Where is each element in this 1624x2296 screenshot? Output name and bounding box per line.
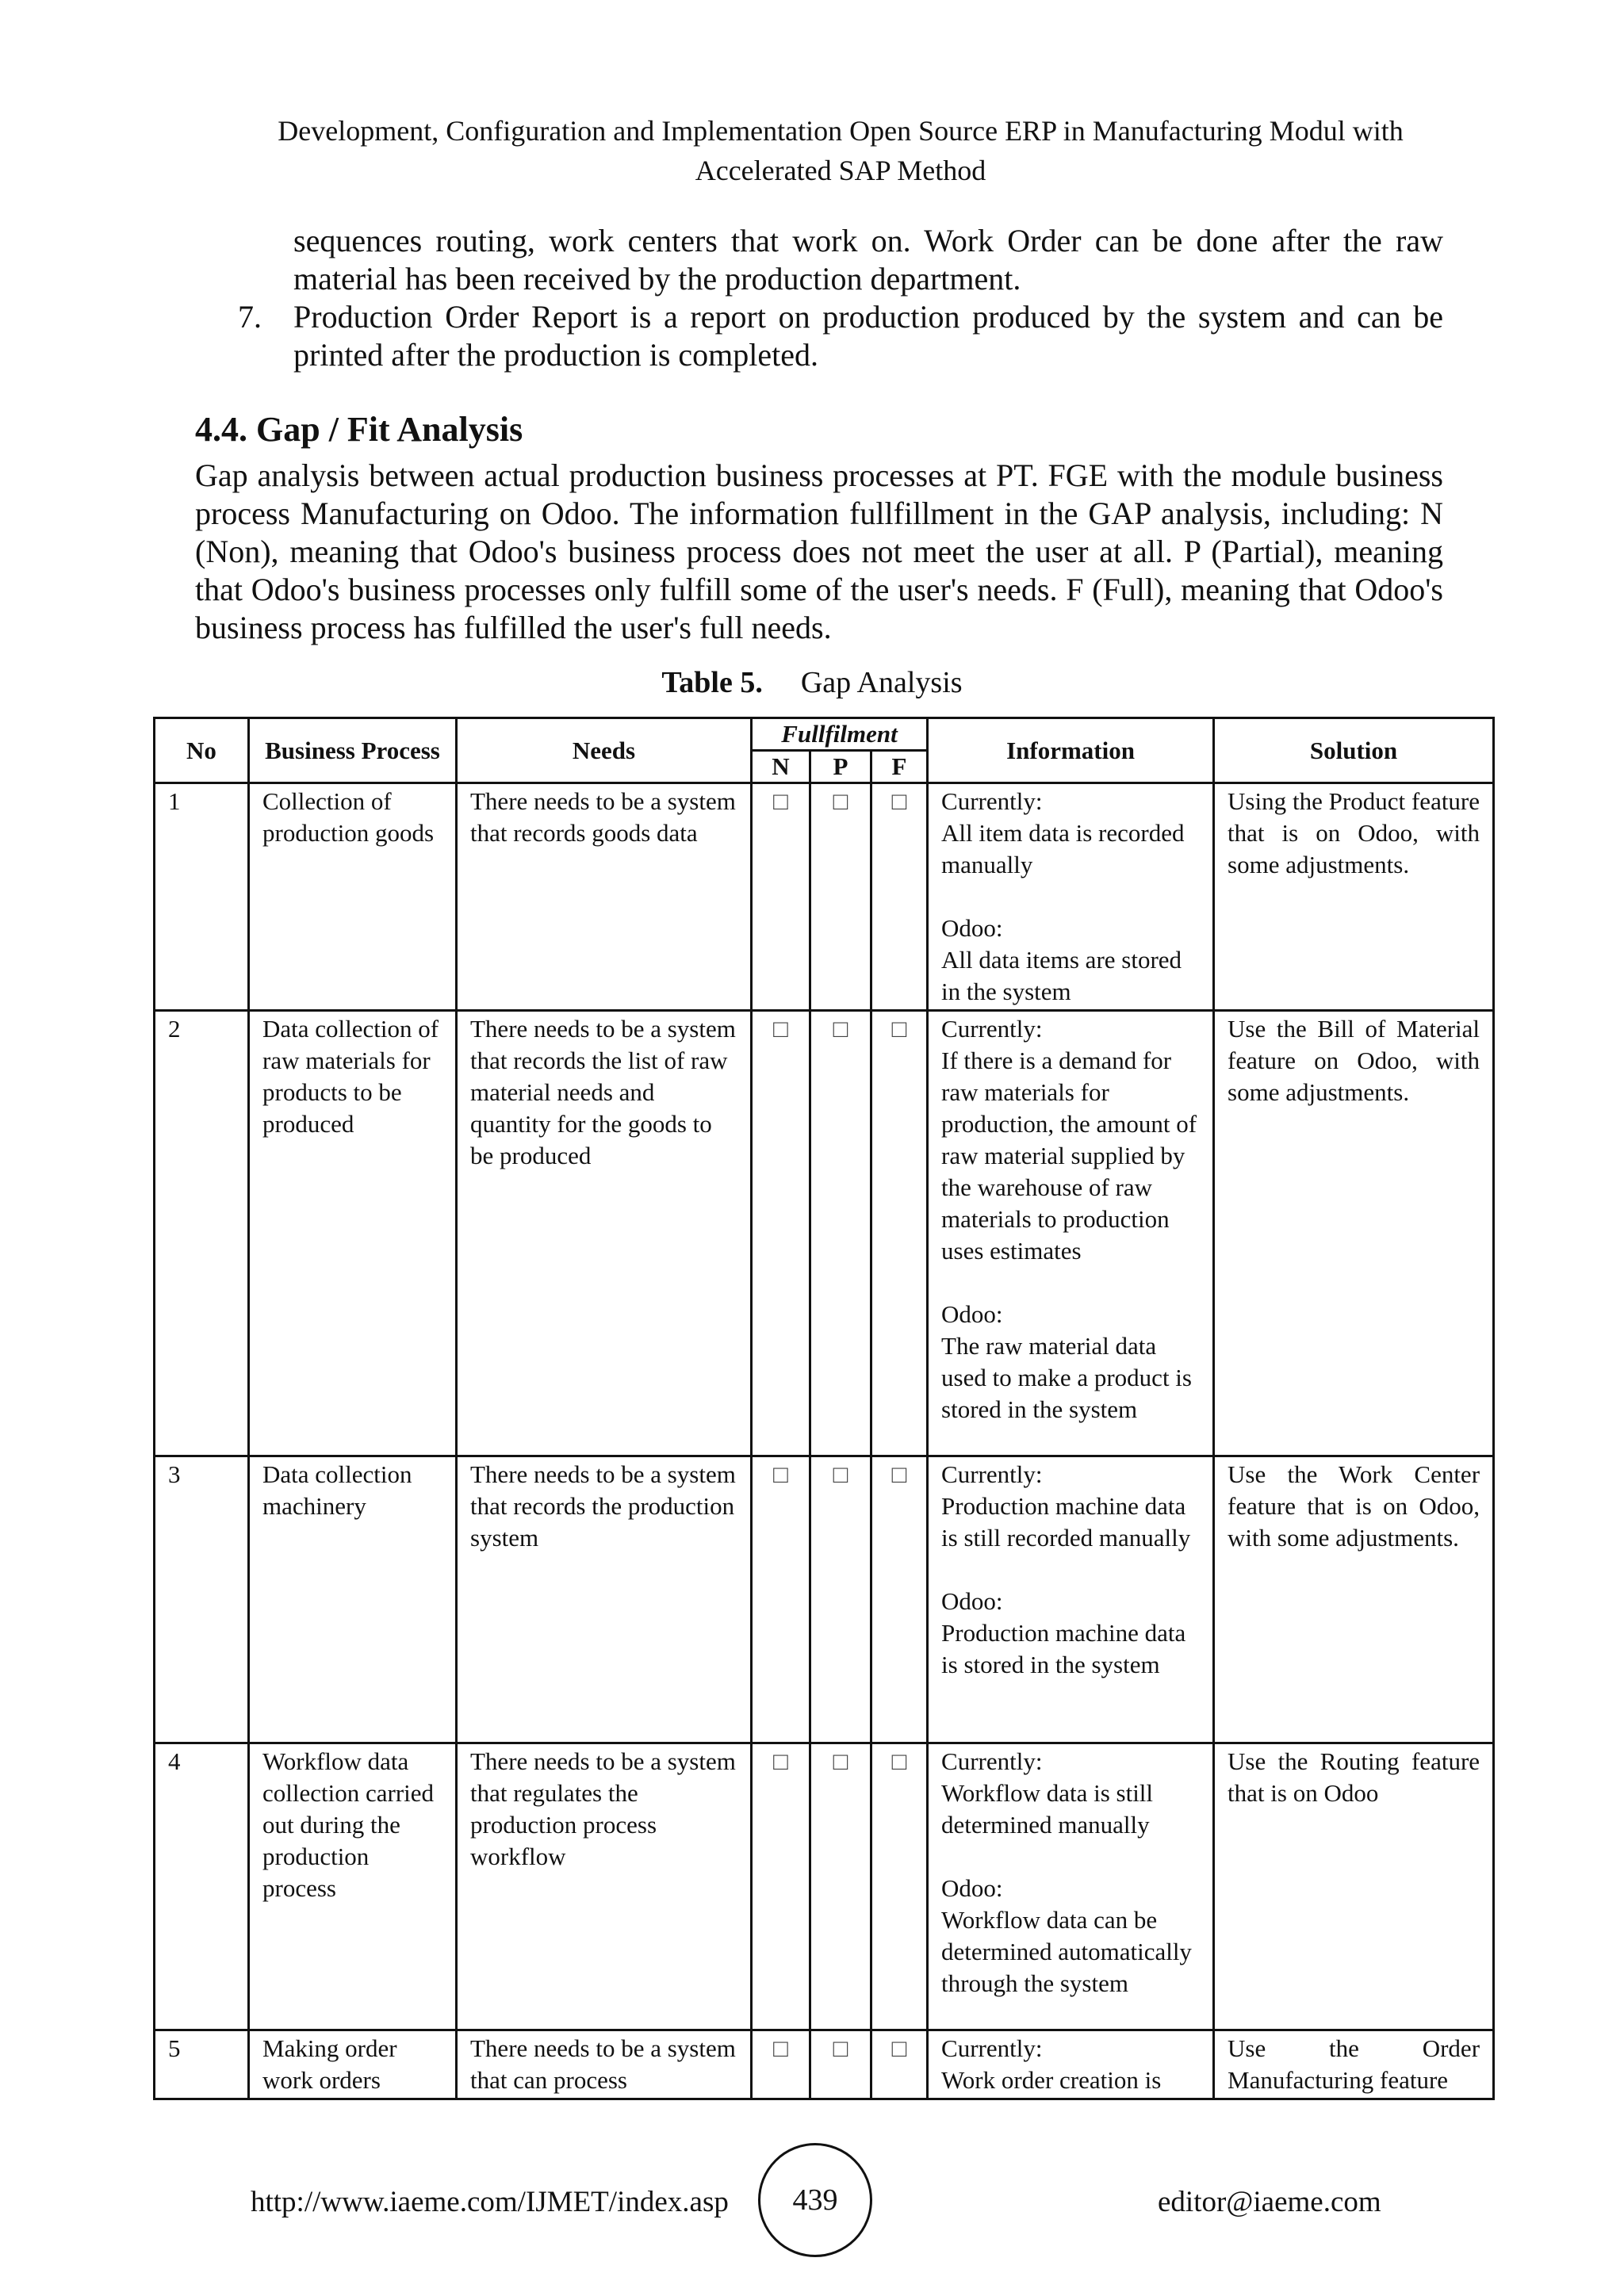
table-caption	[0, 663, 1624, 702]
cell-business-process: Collection of production goods	[249, 783, 457, 1011]
checkbox-n: □	[752, 1743, 810, 2030]
cell-needs: There needs to be a system that records the production system	[457, 1456, 752, 1743]
info-odoo-text: All data items are stored in the system	[941, 946, 1182, 1005]
header-line-2: Accelerated SAP Method	[695, 155, 986, 186]
checkbox-f: □	[871, 1743, 928, 2030]
checkbox-p: □	[810, 1743, 871, 2030]
cell-no: 5	[155, 2030, 249, 2099]
footer-email[interactable]: editor@iaeme.com	[1158, 2186, 1381, 2218]
info-odoo-text: Workflow data can be determined automatically through the system	[941, 1906, 1192, 1997]
info-current-text: Workflow data is still determined manually	[941, 1779, 1154, 1839]
info-odoo-label: Odoo:	[941, 1874, 1003, 1902]
info-odoo-label: Odoo:	[941, 1300, 1003, 1328]
footer-url[interactable]: http://www.iaeme.com/IJMET/index.asp	[251, 2186, 729, 2218]
cell-information	[928, 2030, 1214, 2099]
info-current-text: Production machine data is still recorded manually	[941, 1492, 1191, 1552]
section-paragraph: Gap analysis between actual production business processes at PT. FGE with the module business process Manufacturing on Odoo. The information fullfillment in the GAP analysis, including: N (Non), meaning that Odoo's business process does not meet the user at all. P (Partial), meaning that Odoo's business processes only fulfill some of the user's needs. F (Full), meaning that Odoo's business process has fulfilled the user's full needs.	[195, 457, 1443, 645]
header-f: F	[871, 751, 928, 783]
checkbox-f: □	[871, 2030, 928, 2099]
list-item-text: Production Order Report is a report on production produced by the system and can be printed after the production is completed.	[293, 299, 1443, 373]
table-caption-label: Table 5.	[661, 666, 763, 699]
cell-information	[928, 1743, 1214, 2030]
cell-no: 4	[155, 1743, 249, 2030]
info-odoo-text: The raw material data used to make a product is stored in the system	[941, 1332, 1192, 1423]
checkbox-p: □	[810, 1456, 871, 1743]
header-n: N	[752, 751, 810, 783]
header-p: P	[810, 751, 871, 783]
gap-analysis-table	[153, 717, 1495, 2100]
checkbox-n: □	[752, 1011, 810, 1456]
info-current-label: Currently:	[941, 1747, 1043, 1775]
continued-list-item: sequences routing, work centers that work on. Work Order can be done after the raw material has been received by the production department.	[293, 223, 1443, 297]
info-odoo-label: Odoo:	[941, 1587, 1003, 1615]
page-number-badge	[758, 2143, 872, 2257]
cell-business-process: Workflow data collection carried out during the production process	[249, 1743, 457, 2030]
cell-solution: Using the Product feature that is on Odoo, with some adjustments.	[1214, 783, 1494, 1011]
cell-solution: Use the Routing feature that is on Odoo	[1214, 1743, 1494, 2030]
table-row	[155, 1011, 1494, 1456]
header-information: Information	[928, 718, 1214, 783]
cell-needs: There needs to be a system that can process	[457, 2030, 752, 2099]
checkbox-p: □	[810, 783, 871, 1011]
header-needs: Needs	[457, 718, 752, 783]
cell-solution: Use the Work Center feature that is on Odoo, with some adjustments.	[1214, 1456, 1494, 1743]
cell-needs: There needs to be a system that regulates the production process workflow	[457, 1743, 752, 2030]
table-row	[155, 1456, 1494, 1743]
table-row	[155, 783, 1494, 1011]
info-current-text: Work order creation is	[941, 2066, 1162, 2094]
running-header	[238, 111, 1443, 190]
cell-business-process: Data collection of raw materials for products to be produced	[249, 1011, 457, 1456]
info-current-label: Currently:	[941, 2034, 1043, 2062]
checkbox-n: □	[752, 1456, 810, 1743]
cell-solution: Use the Bill of Material feature on Odoo, with some adjustments.	[1214, 1011, 1494, 1456]
header-business-process: Business Process	[249, 718, 457, 783]
header-fulfilment: Fullfilment	[752, 718, 928, 751]
table-caption-title: Gap Analysis	[800, 666, 963, 699]
info-current-text: All item data is recorded manually	[941, 819, 1185, 878]
table-row	[155, 1743, 1494, 2030]
cell-no: 2	[155, 1011, 249, 1456]
cell-information	[928, 1456, 1214, 1743]
cell-information	[928, 783, 1214, 1011]
checkbox-p: □	[810, 2030, 871, 2099]
list-item-number: 7.	[238, 299, 262, 335]
info-odoo-label: Odoo:	[941, 914, 1003, 942]
header-solution: Solution	[1214, 718, 1494, 783]
info-current-label: Currently:	[941, 1460, 1043, 1488]
cell-no: 1	[155, 783, 249, 1011]
cell-business-process: Making order work orders	[249, 2030, 457, 2099]
cell-needs: There needs to be a system that records the list of raw material needs and quantity for the goods to be produced	[457, 1011, 752, 1456]
checkbox-f: □	[871, 1011, 928, 1456]
checkbox-n: □	[752, 783, 810, 1011]
cell-information	[928, 1011, 1214, 1456]
checkbox-p: □	[810, 1011, 871, 1456]
checkbox-f: □	[871, 1456, 928, 1743]
section-heading: 4.4. Gap / Fit Analysis	[195, 410, 523, 449]
info-current-text: If there is a demand for raw materials for production, the amount of raw material supplied by the warehouse of raw materials to production uses estimates	[941, 1047, 1197, 1265]
info-current-label: Currently:	[941, 1015, 1043, 1043]
header-line-1: Development, Configuration and Implementation Open Source ERP in Manufacturing Modul with	[278, 115, 1404, 147]
page-number: 439	[792, 2183, 838, 2217]
cell-needs: There needs to be a system that records goods data	[457, 783, 752, 1011]
cell-no: 3	[155, 1456, 249, 1743]
table-row	[155, 2030, 1494, 2099]
checkbox-f: □	[871, 783, 928, 1011]
cell-solution: Use the Order Manufacturing feature	[1214, 2030, 1494, 2099]
info-odoo-text: Production machine data is stored in the system	[941, 1619, 1186, 1678]
info-current-label: Currently:	[941, 787, 1043, 815]
cell-business-process: Data collection machinery	[249, 1456, 457, 1743]
header-no: No	[155, 718, 249, 783]
checkbox-n: □	[752, 2030, 810, 2099]
